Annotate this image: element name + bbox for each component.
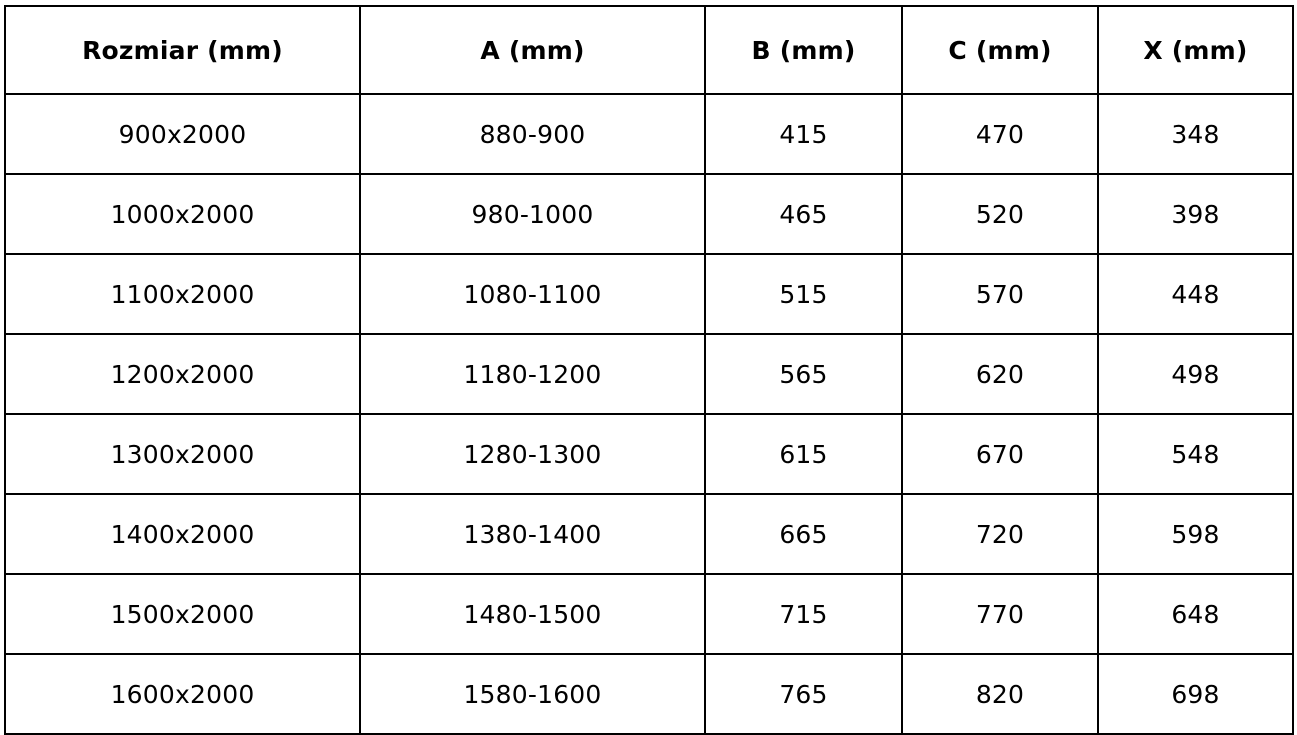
cell-x: 498 (1098, 334, 1293, 414)
column-header-b: B (mm) (705, 6, 902, 94)
table-row (5, 254, 1293, 334)
cell-c: 520 (902, 174, 1098, 254)
cell-a: 1280-1300 (360, 414, 705, 494)
cell-a: 1080-1100 (360, 254, 705, 334)
cell-size: 1200x2000 (5, 334, 360, 414)
cell-size: 1500x2000 (5, 574, 360, 654)
cell-c: 670 (902, 414, 1098, 494)
cell-c: 620 (902, 334, 1098, 414)
cell-c: 770 (902, 574, 1098, 654)
cell-c: 820 (902, 654, 1098, 734)
cell-a: 1580-1600 (360, 654, 705, 734)
table-row (5, 494, 1293, 574)
table-header (5, 6, 1293, 94)
cell-b: 565 (705, 334, 902, 414)
cell-size: 1100x2000 (5, 254, 360, 334)
table-header-row (5, 6, 1293, 94)
cell-b: 765 (705, 654, 902, 734)
cell-x: 648 (1098, 574, 1293, 654)
column-header-c: C (mm) (902, 6, 1098, 94)
column-header-size: Rozmiar (mm) (5, 6, 360, 94)
table-row (5, 654, 1293, 734)
table-row (5, 414, 1293, 494)
cell-size: 900x2000 (5, 94, 360, 174)
cell-size: 1600x2000 (5, 654, 360, 734)
table-row (5, 94, 1293, 174)
cell-size: 1300x2000 (5, 414, 360, 494)
cell-x: 548 (1098, 414, 1293, 494)
cell-a: 880-900 (360, 94, 705, 174)
cell-size: 1000x2000 (5, 174, 360, 254)
cell-a: 1380-1400 (360, 494, 705, 574)
dimensions-table (4, 5, 1294, 735)
cell-a: 1180-1200 (360, 334, 705, 414)
cell-x: 398 (1098, 174, 1293, 254)
column-header-a: A (mm) (360, 6, 705, 94)
column-header-x: X (mm) (1098, 6, 1293, 94)
cell-x: 348 (1098, 94, 1293, 174)
cell-c: 570 (902, 254, 1098, 334)
cell-a: 980-1000 (360, 174, 705, 254)
table-row (5, 334, 1293, 414)
cell-c: 470 (902, 94, 1098, 174)
cell-b: 465 (705, 174, 902, 254)
cell-x: 448 (1098, 254, 1293, 334)
cell-size: 1400x2000 (5, 494, 360, 574)
cell-c: 720 (902, 494, 1098, 574)
cell-x: 598 (1098, 494, 1293, 574)
cell-b: 665 (705, 494, 902, 574)
table-row (5, 574, 1293, 654)
cell-x: 698 (1098, 654, 1293, 734)
table-body (5, 94, 1293, 734)
cell-a: 1480-1500 (360, 574, 705, 654)
cell-b: 615 (705, 414, 902, 494)
cell-b: 715 (705, 574, 902, 654)
cell-b: 415 (705, 94, 902, 174)
table-row (5, 174, 1293, 254)
cell-b: 515 (705, 254, 902, 334)
